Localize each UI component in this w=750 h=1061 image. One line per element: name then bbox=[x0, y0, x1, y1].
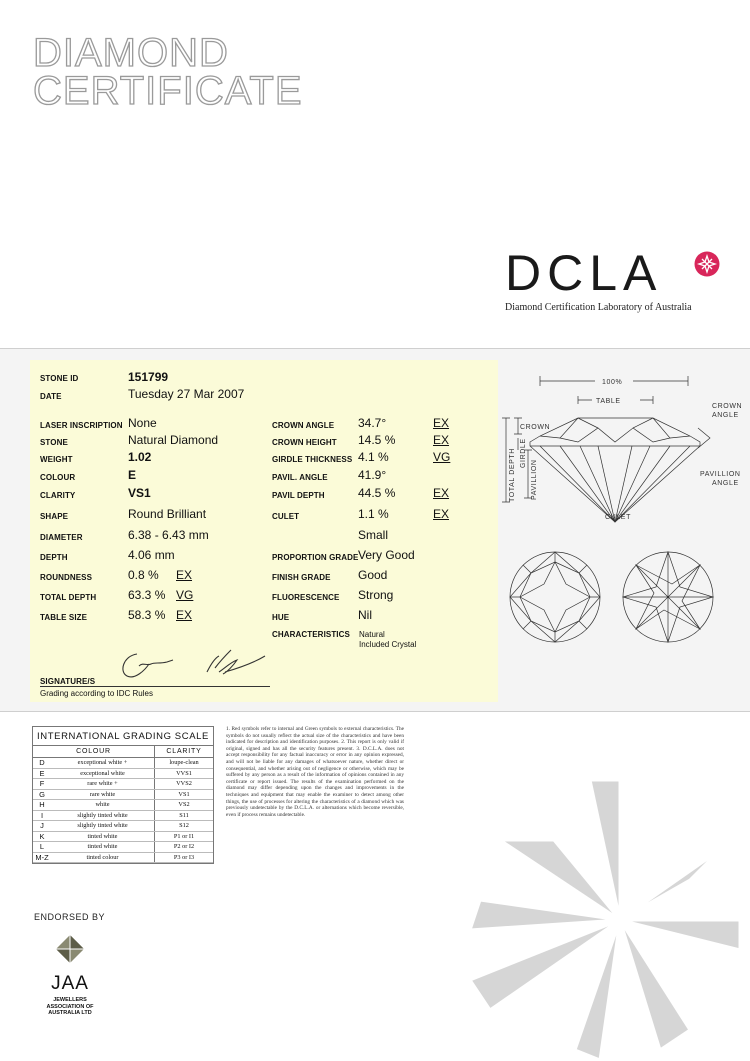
scale-colour-desc: slightly tinted white bbox=[51, 821, 155, 832]
scale-row bbox=[33, 779, 213, 790]
scale-row bbox=[33, 768, 213, 779]
dcla-gem-icon bbox=[694, 251, 720, 277]
finish-label: FINISH GRADE bbox=[272, 573, 331, 582]
proportion-label: PROPORTION GRADE bbox=[272, 553, 359, 562]
scale-colour-desc: white bbox=[51, 800, 155, 811]
grading-scale-table bbox=[32, 726, 214, 864]
scale-row bbox=[33, 800, 213, 811]
scale-colour-desc: slightly tinted white bbox=[51, 810, 155, 821]
diameter-value: 6.38 - 6.43 mm bbox=[128, 528, 209, 542]
crown-height-label: CROWN HEIGHT bbox=[272, 438, 337, 447]
total-depth-value: 63.3 % bbox=[128, 588, 166, 602]
scale-grade: M-Z bbox=[33, 852, 51, 863]
certificate-title bbox=[33, 31, 303, 113]
total-depth-label: TOTAL DEPTH bbox=[509, 448, 516, 502]
table-label: TABLE bbox=[596, 398, 621, 405]
scale-grade: D bbox=[33, 758, 51, 769]
girdle-label: GIRDLE bbox=[520, 438, 527, 468]
jaa-line-1: JEWELLERS bbox=[53, 997, 87, 1003]
scale-grade: F bbox=[33, 779, 51, 790]
culet-value: 1.1 % bbox=[358, 507, 389, 521]
fluorescence-label: FLUORESCENCE bbox=[272, 593, 340, 602]
scale-clarity: VS1 bbox=[155, 789, 214, 800]
roundness-value: 0.8 % bbox=[128, 568, 159, 582]
scale-row bbox=[33, 821, 213, 832]
dcla-logo bbox=[505, 245, 692, 313]
signature-label: SIGNATURE/S bbox=[40, 677, 96, 686]
scale-grade: I bbox=[33, 810, 51, 821]
jaa-logo bbox=[40, 934, 100, 1017]
shape-label: SHAPE bbox=[40, 512, 69, 521]
pavil-depth-value: 44.5 % bbox=[358, 486, 396, 500]
clarity-column-header: CLARITY bbox=[155, 746, 214, 758]
girdle-label: GIRDLE THICKNESS bbox=[272, 455, 353, 464]
total-depth-label: TOTAL DEPTH bbox=[40, 593, 97, 602]
colour-label: COLOUR bbox=[40, 473, 76, 482]
stone-id-label: STONE ID bbox=[40, 374, 79, 383]
disclaimer-notes: 1. Red symbols refer to internal and Green symbols to external characteristics. The symbols do not usually reflect the actual size of the characteristics and have been indicated for description and identification purposes. 2. This report is only valid if original, signed and has all the security features present. 3. D.C.L.A. does not accept responsibility for any factual inaccuracy or error in any opinion expressed, and will not be liable for any damages of whatsoever nature, whether direct or consequential, and whether arising out of negligence or otherwise, which may be suffered by any person as a result of the information of opinions contained in any certificate or report issued. The results of the examination performed on the diamond may differ depending upon the changes and improvements in the techniques and equipment that may enable the examiner to detect among other things, the use of processes for altering the characteristics of a diamond which was previously undetectable by the D.C.L.A. or alternations which become reversible, even if process remains undetectable. bbox=[226, 726, 404, 818]
signature-scribbles bbox=[115, 642, 275, 686]
crown-angle-value: 34.7° bbox=[358, 416, 387, 430]
crown-height-grade: EX bbox=[433, 433, 450, 447]
characteristics-label: CHARACTERISTICS bbox=[272, 630, 350, 639]
title-line-2: CERTIFICATE bbox=[33, 69, 303, 113]
depth-label: DEPTH bbox=[40, 553, 68, 562]
dcla-subtitle: Diamond Certification Laboratory of Australia bbox=[505, 302, 692, 313]
hue-value: Nil bbox=[358, 608, 372, 622]
endorsed-by-label: ENDORSED BY bbox=[34, 912, 106, 922]
roundness-label: ROUNDNESS bbox=[40, 573, 93, 582]
diamond-proportions-diagram bbox=[500, 372, 745, 672]
colour-column-header: COLOUR bbox=[33, 746, 155, 758]
dcla-wordmark: DCLA bbox=[505, 245, 663, 301]
date-value: Tuesday 27 Mar 2007 bbox=[128, 387, 245, 401]
scale-clarity: VVS2 bbox=[155, 779, 214, 790]
scale-colour-desc: rare white bbox=[51, 789, 155, 800]
crown-label: CROWN bbox=[520, 424, 551, 431]
weight-value: 1.02 bbox=[128, 450, 152, 464]
clarity-value: VS1 bbox=[128, 486, 151, 500]
pavillion-angle-label-1: PAVILLION bbox=[700, 471, 741, 478]
scale-clarity: P2 or I2 bbox=[155, 842, 214, 853]
hue-label: HUE bbox=[272, 613, 290, 622]
scale-grade: H bbox=[33, 800, 51, 811]
scale-colour-desc: tinted white bbox=[51, 831, 155, 842]
scale-colour-desc: exceptional white bbox=[51, 768, 155, 779]
scale-colour-desc: rare white + bbox=[51, 779, 155, 790]
pavillion-angle-label-2: ANGLE bbox=[712, 480, 739, 487]
total-depth-grade: VG bbox=[176, 588, 194, 602]
crown-angle-grade: EX bbox=[433, 416, 450, 430]
date-label: DATE bbox=[40, 392, 62, 401]
scale-grade: E bbox=[33, 768, 51, 779]
scale-grade: J bbox=[33, 821, 51, 832]
jaa-line-3: AUSTRALIA LTD bbox=[48, 1010, 92, 1016]
weight-label: WEIGHT bbox=[40, 455, 73, 464]
star-watermark bbox=[470, 780, 750, 1061]
finish-value: Good bbox=[358, 568, 388, 582]
scale-clarity: P3 or I3 bbox=[155, 852, 214, 863]
scale-clarity: P1 or I1 bbox=[155, 831, 214, 842]
culet-label: CULET bbox=[605, 514, 631, 521]
pavil-angle-value: 41.9° bbox=[358, 468, 387, 482]
proportion-value: Very Good bbox=[358, 548, 415, 562]
depth-value: 4.06 mm bbox=[128, 548, 175, 562]
characteristics-line-1: Natural bbox=[359, 630, 385, 639]
stone-label: STONE bbox=[40, 438, 68, 447]
scale-row bbox=[33, 842, 213, 853]
table-size-label: TABLE SIZE bbox=[40, 613, 88, 622]
scale-colour-desc: tinted colour bbox=[51, 852, 155, 863]
crown-angle-label: CROWN ANGLE bbox=[272, 421, 335, 430]
crown-angle-label-1: CROWN bbox=[712, 403, 743, 410]
pavil-depth-label: PAVIL DEPTH bbox=[272, 491, 325, 500]
scale-row bbox=[33, 831, 213, 842]
crown-height-value: 14.5 % bbox=[358, 433, 396, 447]
diameter-label: DIAMETER bbox=[40, 533, 83, 542]
title-line-1: DIAMOND bbox=[33, 31, 229, 75]
signature-line bbox=[40, 686, 270, 687]
scale-row bbox=[33, 852, 213, 863]
scale-row bbox=[33, 789, 213, 800]
grading-scale-title: INTERNATIONAL GRADING SCALE bbox=[33, 727, 213, 746]
table-size-grade: EX bbox=[176, 608, 193, 622]
pavil-depth-grade: EX bbox=[433, 486, 450, 500]
grading-note: Grading according to IDC Rules bbox=[40, 689, 153, 698]
pavil-angle-label: PAVIL. ANGLE bbox=[272, 473, 328, 482]
scale-row bbox=[33, 758, 213, 769]
crown-angle-label-2: ANGLE bbox=[712, 412, 739, 419]
scale-grade: K bbox=[33, 831, 51, 842]
culet-size-value: Small bbox=[358, 528, 389, 542]
characteristics-line-2: Included Crystal bbox=[359, 640, 417, 649]
scale-clarity: VS2 bbox=[155, 800, 214, 811]
table-size-value: 58.3 % bbox=[128, 608, 166, 622]
fluorescence-value: Strong bbox=[358, 588, 394, 602]
jaa-wordmark: JAA bbox=[51, 973, 89, 994]
stone-value: Natural Diamond bbox=[128, 433, 219, 447]
clarity-label: CLARITY bbox=[40, 491, 76, 500]
pavillion-label: PAVILLION bbox=[531, 459, 538, 500]
scale-row bbox=[33, 810, 213, 821]
scale-clarity: loupe-clean bbox=[155, 758, 214, 769]
shape-value: Round Brilliant bbox=[128, 507, 207, 521]
width-100-label: 100% bbox=[602, 379, 623, 386]
scale-grade: G bbox=[33, 789, 51, 800]
scale-clarity: VVS1 bbox=[155, 768, 214, 779]
culet-grade: EX bbox=[433, 507, 450, 521]
stone-id-value: 151799 bbox=[128, 370, 169, 384]
girdle-grade: VG bbox=[433, 450, 451, 464]
jaa-line-2: ASSOCIATION OF bbox=[46, 1003, 94, 1010]
laser-value: None bbox=[128, 416, 157, 430]
scale-grade: L bbox=[33, 842, 51, 853]
girdle-value: 4.1 % bbox=[358, 450, 389, 464]
laser-label: LASER INSCRIPTION bbox=[40, 421, 123, 430]
colour-value: E bbox=[128, 468, 137, 482]
jaa-diamond-icon bbox=[55, 934, 85, 966]
scale-colour-desc: tinted white bbox=[51, 842, 155, 853]
culet-label: CULET bbox=[272, 512, 300, 521]
scale-clarity: S12 bbox=[155, 821, 214, 832]
scale-colour-desc: exceptional white + bbox=[51, 758, 155, 769]
scale-clarity: S11 bbox=[155, 810, 214, 821]
roundness-grade: EX bbox=[176, 568, 193, 582]
